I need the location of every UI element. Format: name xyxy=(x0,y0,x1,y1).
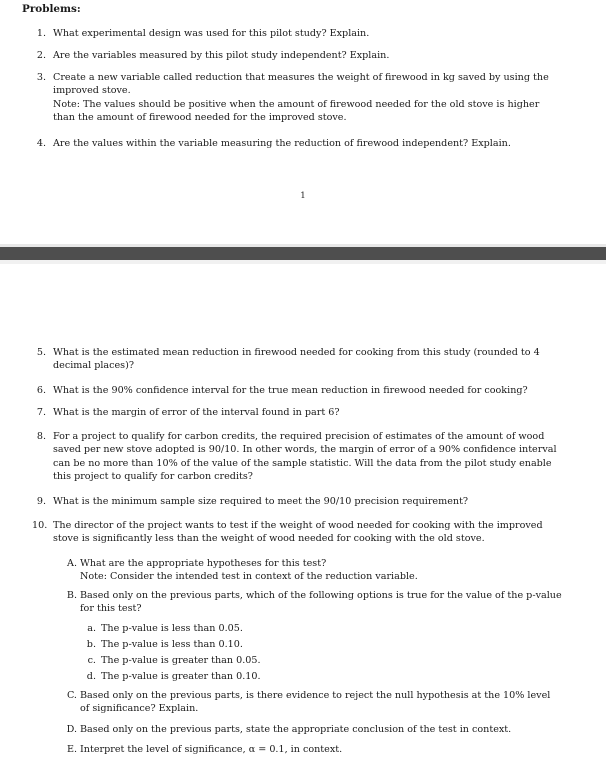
subpart-e-text: Interpret the level of significance, α = 0.1, in context. xyxy=(80,744,343,755)
problem-3-note-line-1: Note: The values should be positive when the amount of firewood needed for the old stove is higher xyxy=(53,99,540,110)
subpart-e-label: E. xyxy=(66,744,77,755)
problem-4-number: 4. xyxy=(36,138,46,149)
problem-10-line-1: The director of the project wants to test if the weight of wood needed for cooking with the improved xyxy=(53,520,543,531)
problem-1-number: 1. xyxy=(36,28,46,39)
problems-heading: Problems: xyxy=(22,3,81,15)
problem-2-text: Are the variables measured by this pilot study independent? Explain. xyxy=(53,50,390,61)
subpart-a-line-1: What are the appropriate hypotheses for this test? xyxy=(80,558,327,569)
problem-7-text: What is the margin of error of the interval found in part 6? xyxy=(53,407,340,418)
option-a-text: The p-value is less than 0.05. xyxy=(101,623,243,634)
problem-1-text: What experimental design was used for this pilot study? Explain. xyxy=(53,28,370,39)
subpart-a-label: A. xyxy=(67,558,77,569)
option-d-label: d. xyxy=(86,671,96,682)
option-c-text: The p-value is greater than 0.05. xyxy=(101,655,261,666)
problem-5-line-1: What is the estimated mean reduction in firewood needed for cooking from this study (rounded to 4 xyxy=(53,347,540,358)
problem-5-number: 5. xyxy=(36,347,46,358)
problem-2-number: 2. xyxy=(36,50,46,61)
subpart-d-text: Based only on the previous parts, state the appropriate conclusion of the test in context. xyxy=(80,724,512,735)
page-number: 1 xyxy=(300,191,306,201)
option-b-text: The p-value is less than 0.10. xyxy=(101,639,243,650)
subpart-b-line-1: Based only on the previous parts, which of the following options is true for the value of the p-value xyxy=(80,590,562,601)
subpart-a-note: Note: Consider the intended test in context of the reduction variable. xyxy=(80,571,418,582)
option-b-label: b. xyxy=(86,639,96,650)
problem-6-text: What is the 90% confidence interval for the true mean reduction in firewood needed for cooking? xyxy=(53,385,528,396)
problem-8-line-2: saved per new stove adopted is 90/10. In other words, the margin of error of a 90% confidence interval xyxy=(53,444,557,455)
subpart-c-line-1: Based only on the previous parts, is there evidence to reject the null hypothesis at the 10% level xyxy=(80,690,551,701)
subpart-d-label: D. xyxy=(66,724,77,735)
problem-9-text: What is the minimum sample size required to meet the 90/10 precision requirement? xyxy=(53,496,469,507)
subpart-c-line-2: of significance? Explain. xyxy=(80,703,199,714)
problem-3-line-1: Create a new variable called reduction that measures the weight of firewood in kg saved by using the xyxy=(53,72,549,83)
problem-3-line-2: improved stove. xyxy=(53,85,131,96)
problem-7-number: 7. xyxy=(36,407,46,418)
problem-3-note-line-2: than the amount of firewood needed for the improved stove. xyxy=(53,112,347,123)
problem-8-number: 8. xyxy=(36,431,46,442)
page-break-shadow xyxy=(0,260,606,264)
problem-9-number: 9. xyxy=(36,496,46,507)
problem-6-number: 6. xyxy=(36,385,46,396)
problem-8-line-4: this project to qualify for carbon credits? xyxy=(53,471,253,482)
problem-8-line-3: can be no more than 10% of the value of the sample statistic. Will the data from the pilot study enable xyxy=(53,458,552,469)
subpart-b-label: B. xyxy=(66,590,77,601)
subpart-c-label: C. xyxy=(66,690,77,701)
option-d-text: The p-value is greater than 0.10. xyxy=(101,671,261,682)
problem-4-text: Are the values within the variable measuring the reduction of firewood independent? Explain. xyxy=(53,138,511,149)
problem-10-number: 10. xyxy=(32,520,48,531)
problem-10-line-2: stove is significantly less than the weight of wood needed for cooking with the old stove. xyxy=(53,533,485,544)
problem-5-line-2: decimal places)? xyxy=(53,360,134,371)
subpart-b-line-2: for this test? xyxy=(80,603,142,614)
problem-3-number: 3. xyxy=(36,72,46,83)
problem-8-line-1: For a project to qualify for carbon credits, the required precision of estimates of the amount of wood xyxy=(53,431,545,442)
page-break-bar xyxy=(0,247,606,260)
option-c-label: c. xyxy=(87,655,96,666)
option-a-label: a. xyxy=(87,623,96,634)
